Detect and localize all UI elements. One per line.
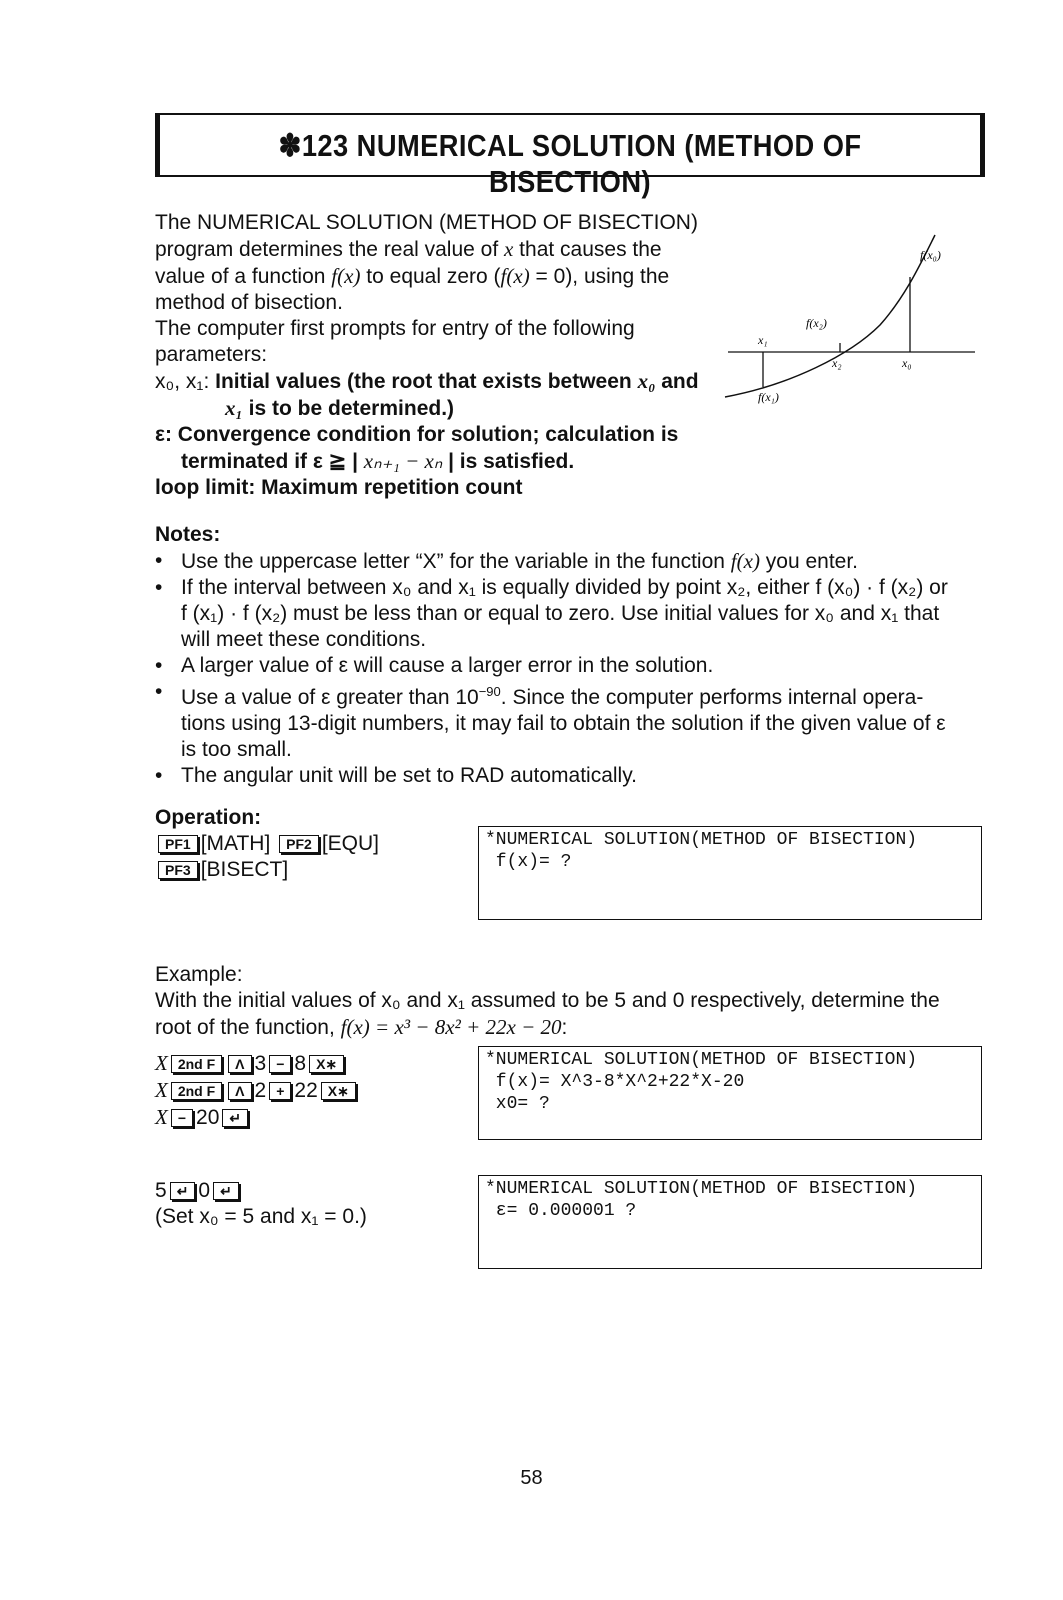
pf1-key[interactable]: PF1 bbox=[158, 835, 198, 853]
display-screen: *NUMERICAL SOLUTION(METHOD OF BISECTION) f(x)= ? bbox=[478, 826, 982, 920]
title-box bbox=[155, 113, 985, 199]
param-line: x₀, x₁: Initial values (the root that exists between x₀ and bbox=[155, 369, 699, 393]
graph-label-x0: x₀ bbox=[902, 356, 912, 370]
notes-section bbox=[155, 522, 985, 789]
example-section bbox=[155, 962, 985, 1041]
minus-key[interactable]: − bbox=[171, 1109, 193, 1127]
example-line: With the initial values of x₀ and x₁ assumed to be 5 and 0 respectively, determine the bbox=[155, 989, 940, 1012]
param-line: ε: Convergence condition for solution; calculation is bbox=[155, 423, 679, 446]
example-keystrokes-2 bbox=[155, 1178, 465, 1230]
keystroke-line: 5 ↵ 0 ↵ bbox=[155, 1178, 465, 1204]
example-line: root of the function, f(x) = x³ − 8x² + 22x − 20: bbox=[155, 1015, 568, 1039]
intro-paragraph bbox=[155, 210, 735, 501]
graph-label-fx1: f(x₁) bbox=[758, 390, 779, 404]
param-line: x₁ is to be determined.) bbox=[225, 396, 455, 420]
intro-line: The NUMERICAL SOLUTION (METHOD OF BISECTION) bbox=[155, 211, 698, 234]
multiply-key[interactable]: X∗ bbox=[321, 1082, 356, 1100]
intro-line: parameters: bbox=[155, 343, 268, 366]
enter-key[interactable]: ↵ bbox=[170, 1182, 196, 1200]
2ndf-key[interactable]: 2nd F bbox=[171, 1055, 222, 1073]
display-screen: *NUMERICAL SOLUTION(METHOD OF BISECTION) f(x)= X^3-8*X^2+22*X-20 x0= ? bbox=[478, 1046, 982, 1140]
note-item: • If the interval between x₀ and x₁ is equally divided by point x₂, either f (x₀) · f (x₂) or f (x₁) · f (x₂) must be less than or equal to zero. Use initial values for x₀ and x₁ that will meet these conditions. bbox=[155, 576, 948, 651]
note-item: • A larger value of ε will cause a larger error in the solution. bbox=[155, 654, 714, 677]
pf3-key[interactable]: PF3 bbox=[158, 861, 198, 879]
graph-label-x1: x₁ bbox=[758, 333, 768, 347]
example-keystrokes bbox=[155, 1050, 465, 1131]
example-heading: Example: bbox=[155, 963, 243, 986]
bisection-graph bbox=[720, 225, 980, 415]
page-title: ✽123 NUMERICAL SOLUTION (METHOD OF BISECTION) bbox=[278, 128, 862, 199]
intro-line: method of bisection. bbox=[155, 291, 343, 314]
graph-label-fx2: f(x₂) bbox=[806, 316, 827, 330]
enter-key[interactable]: ↵ bbox=[222, 1109, 248, 1127]
operation-heading: Operation: bbox=[155, 806, 262, 829]
operation-section bbox=[155, 805, 465, 883]
display-screen: *NUMERICAL SOLUTION(METHOD OF BISECTION) ε= 0.000001 ? bbox=[478, 1175, 982, 1269]
note-item: • Use the uppercase letter “X” for the variable in the function f(x) you enter. bbox=[155, 549, 859, 573]
keystroke-line: X − 20 ↵ bbox=[155, 1104, 465, 1131]
function-curve bbox=[725, 235, 935, 397]
intro-line: value of a function f(x) to equal zero (f(x) = 0), using the bbox=[155, 264, 670, 288]
multiply-key[interactable]: X∗ bbox=[309, 1055, 344, 1073]
plus-key[interactable]: + bbox=[269, 1082, 291, 1100]
operation-keys-line: PF3 [BISECT] bbox=[155, 857, 465, 883]
pf2-key[interactable]: PF2 bbox=[279, 835, 319, 853]
power-key[interactable]: Λ bbox=[228, 1055, 251, 1073]
power-key[interactable]: Λ bbox=[228, 1082, 251, 1100]
keystroke-line: X 2nd F Λ 3 − 8 X∗ bbox=[155, 1050, 465, 1077]
2ndf-key[interactable]: 2nd F bbox=[171, 1082, 222, 1100]
note-item: • The angular unit will be set to RAD automatically. bbox=[155, 764, 637, 787]
param-line: terminated if ε ≧ | xₙ₊₁ − xₙ | is satisfied. bbox=[181, 449, 575, 473]
intro-line: program determines the real value of x that causes the bbox=[155, 237, 662, 261]
keystroke-line: X 2nd F Λ 2 + 22 X∗ bbox=[155, 1077, 465, 1104]
operation-keys-line: PF1 [MATH] PF2 [EQU] bbox=[155, 831, 465, 857]
page-number: 58 bbox=[520, 1467, 543, 1489]
intro-line: The computer first prompts for entry of the following bbox=[155, 317, 635, 340]
notes-heading: Notes: bbox=[155, 523, 221, 546]
param-line: loop limit: Maximum repetition count bbox=[155, 476, 523, 499]
set-note: (Set x₀ = 5 and x₁ = 0.) bbox=[155, 1205, 367, 1228]
minus-key[interactable]: − bbox=[269, 1055, 291, 1073]
enter-key[interactable]: ↵ bbox=[213, 1182, 239, 1200]
note-item: • Use a value of ε greater than $10^{-90}$. Since the computer performs internal opera- tions using 13-digit numbers, it may fail to obtain the solution if the given value of ε is too small. bbox=[155, 680, 946, 761]
graph-label-x2: x₂ bbox=[832, 356, 842, 370]
graph-label-fx0: f(x₀) bbox=[920, 248, 941, 262]
